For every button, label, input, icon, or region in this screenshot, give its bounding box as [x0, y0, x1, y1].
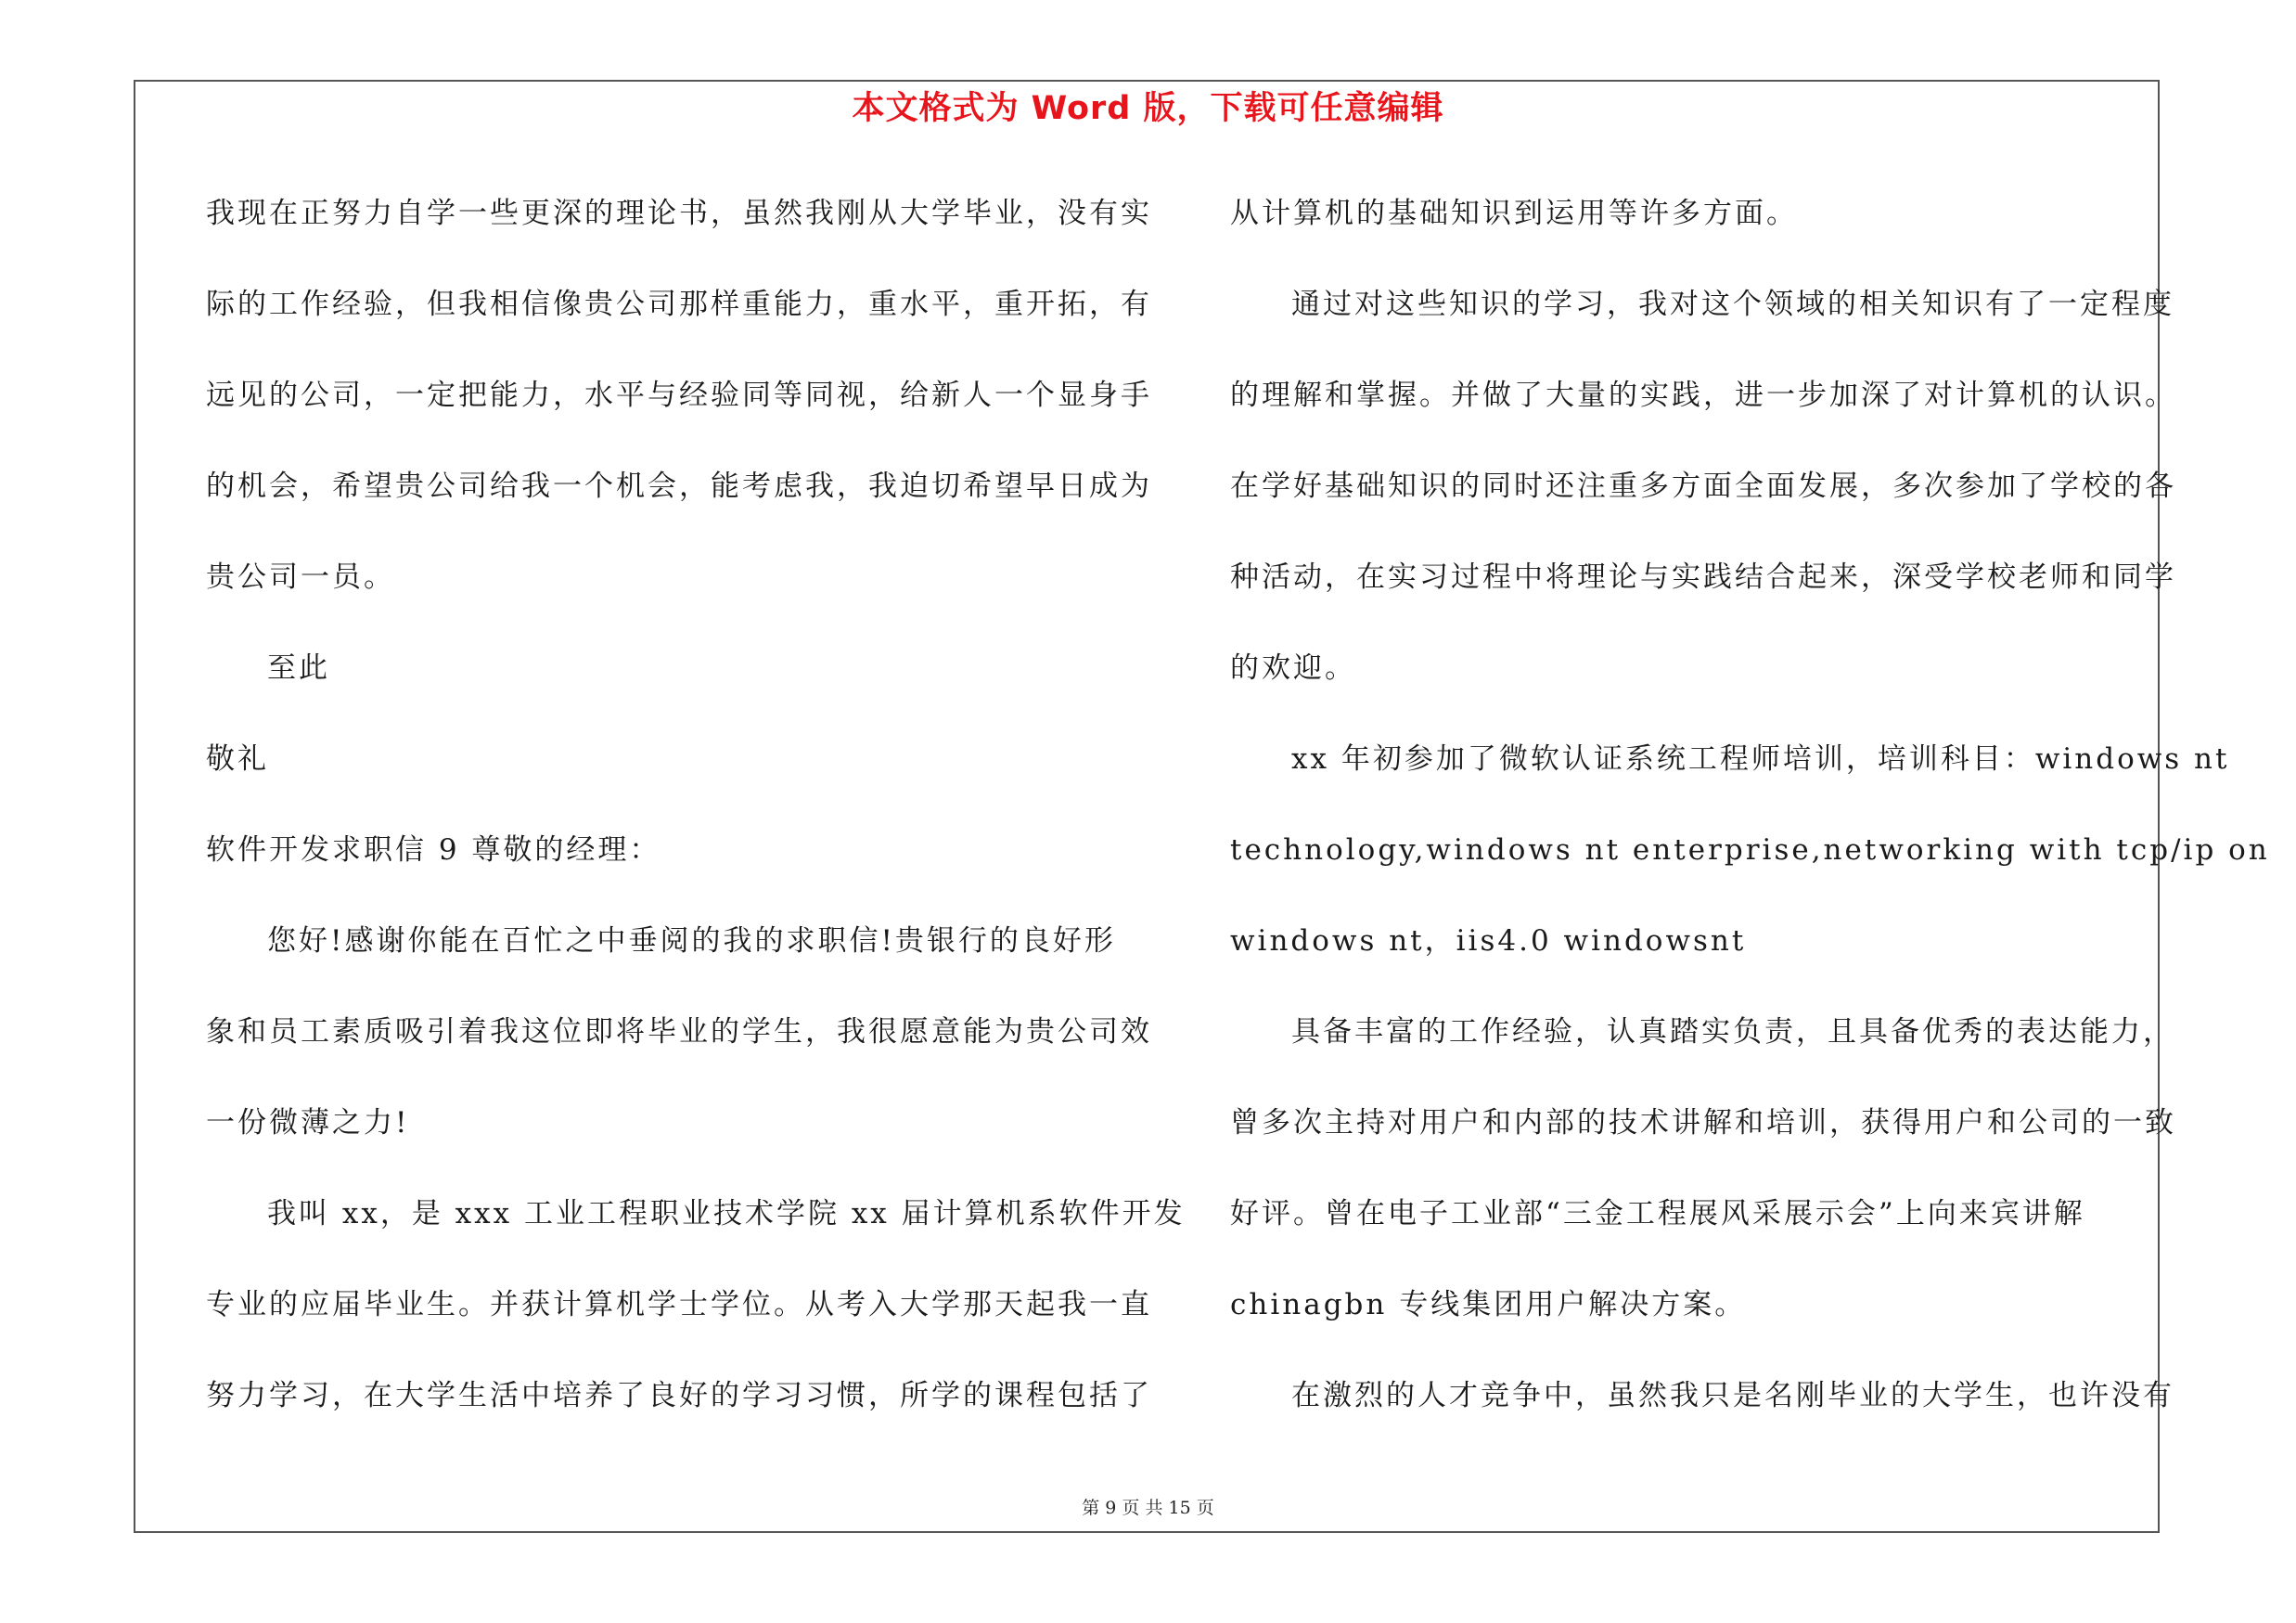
text-line: 贵公司一员。 — [206, 560, 395, 594]
text-line: 您好!感谢你能在百忙之中垂阅的我的求职信!贵银行的良好形 — [267, 924, 1116, 958]
text-line: 我现在正努力自学一些更深的理论书，虽然我刚从大学毕业，没有实 — [206, 197, 1152, 230]
text-line: 专业的应届毕业生。并获计算机学士学位。从考入大学那天起我一直 — [206, 1288, 1152, 1321]
text-line: 软件开发求职信 9 尊敬的经理： — [206, 833, 661, 867]
text-line: 的欢迎。 — [1230, 651, 1356, 685]
page-number-footer: 第 9 页 共 15 页 — [1082, 1498, 1214, 1518]
text-line: technology,windows nt enterprise,networking with tcp/ip on — [1230, 833, 2270, 867]
text-line: 种活动，在实习过程中将理论与实践结合起来，深受学校老师和同学 — [1230, 560, 2176, 594]
text-line: 象和员工素质吸引着我这位即将毕业的学生，我很愿意能为贵公司效 — [206, 1015, 1152, 1049]
text-line: 一份微薄之力! — [206, 1106, 410, 1140]
text-line: chinagbn 专线集团用户解决方案。 — [1230, 1288, 1747, 1321]
text-line: 在学好基础知识的同时还注重多方面全面发展，多次参加了学校的各 — [1230, 470, 2176, 503]
text-line: 在激烈的人才竞争中，虽然我只是名刚毕业的大学生，也许没有 — [1291, 1379, 2174, 1412]
text-line: 从计算机的基础知识到运用等许多方面。 — [1230, 197, 1798, 230]
text-line: 具备丰富的工作经验，认真踏实负责，且具备优秀的表达能力， — [1291, 1015, 2174, 1049]
left-text-column — [206, 184, 1186, 1457]
text-line: 的理解和掌握。并做了大量的实践，进一步加深了对计算机的认识。 — [1230, 379, 2176, 412]
text-line: 曾多次主持对用户和内部的技术讲解和培训，获得用户和公司的一致 — [1230, 1106, 2176, 1140]
text-line: 好评。曾在电子工业部“三金工程展风采展示会”上向来宾讲解 — [1230, 1197, 2085, 1230]
text-line: windows nt，iis4.0 windowsnt — [1230, 924, 1747, 958]
text-line: 的机会，希望贵公司给我一个机会，能考虑我，我迫切希望早日成为 — [206, 470, 1152, 503]
editable-format-banner: 本文格式为 Word 版，下载可任意编辑 — [852, 90, 1444, 127]
text-line: xx 年初参加了微软认证系统工程师培训，培训科目：windows nt — [1291, 742, 2230, 776]
text-line: 努力学习，在大学生活中培养了良好的学习习惯，所学的课程包括了 — [206, 1379, 1152, 1412]
text-line: 远见的公司，一定把能力，水平与经验同等同视，给新人一个显身手 — [206, 379, 1152, 412]
right-text-column — [1230, 184, 2270, 1457]
text-line: 至此 — [267, 651, 330, 685]
text-line: 通过对这些知识的学习，我对这个领域的相关知识有了一定程度 — [1291, 288, 2174, 321]
text-line: 际的工作经验，但我相信像贵公司那样重能力，重水平，重开拓，有 — [206, 288, 1152, 321]
text-line: 我叫 xx，是 xxx 工业工程职业技术学院 xx 届计算机系软件开发 — [267, 1197, 1186, 1230]
text-line: 敬礼 — [206, 742, 269, 776]
